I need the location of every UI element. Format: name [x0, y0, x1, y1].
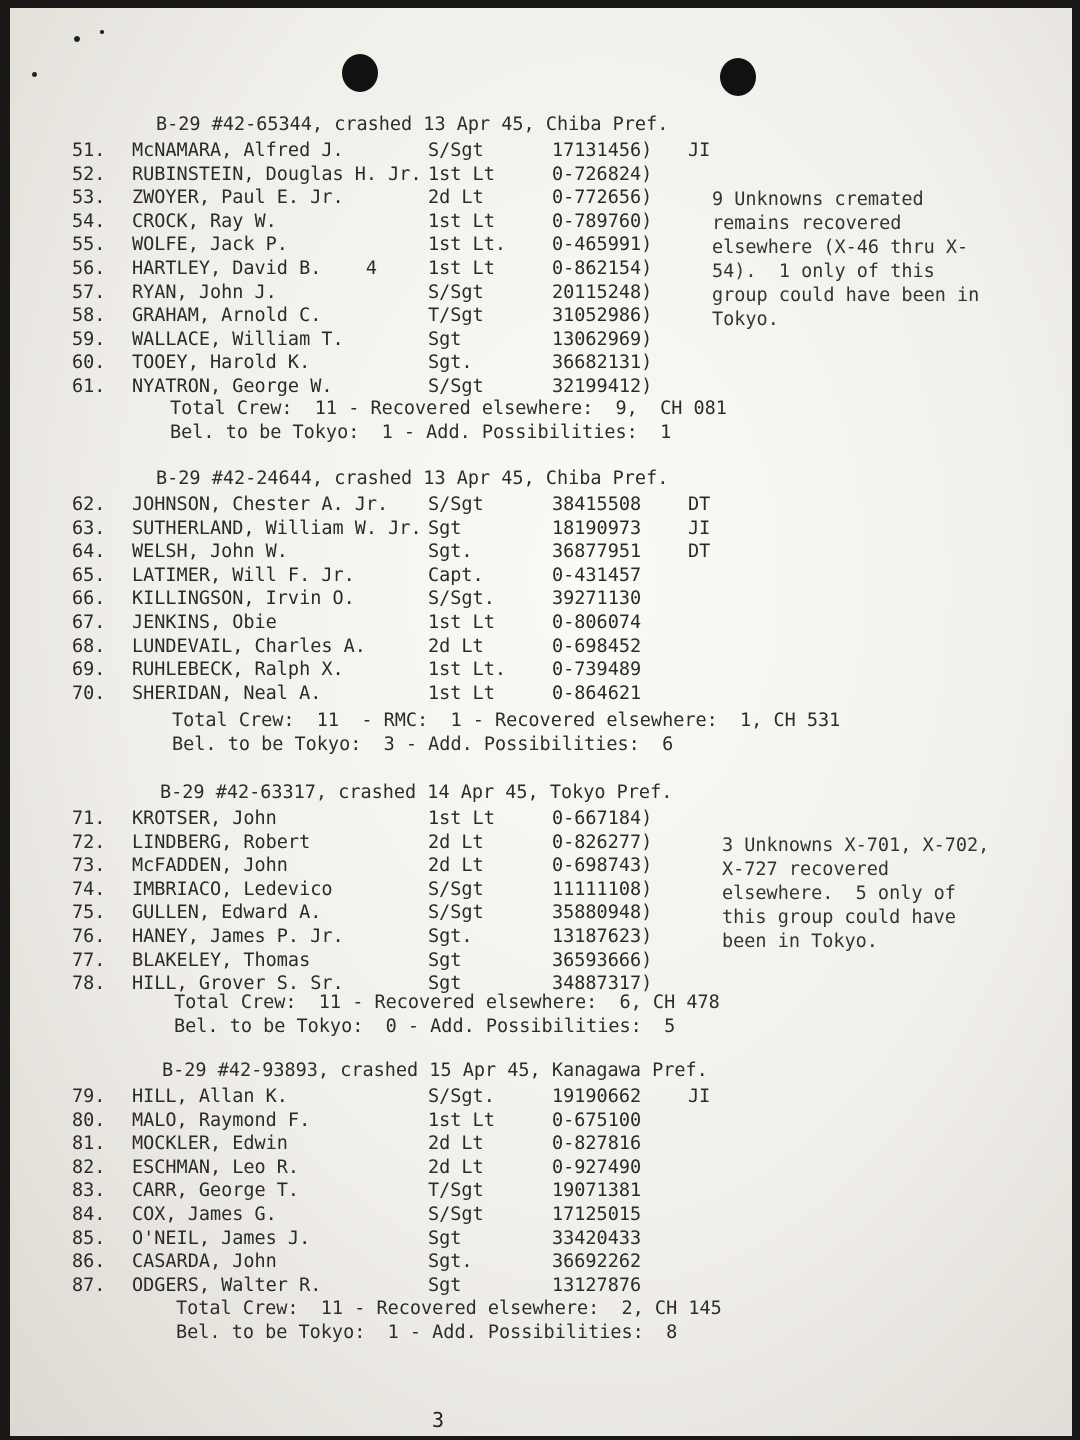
punch-hole [720, 58, 756, 96]
crew-serial: 36682131) [552, 352, 653, 374]
bel-tokyo-line: Bel. to be Tokyo: 0 - Add. Possibilities: 5 [174, 1016, 676, 1037]
crew-serial: 0-927490 [552, 1156, 642, 1178]
crew-rank: 2d Lt [428, 635, 484, 657]
crew-name: MALO, Raymond F. [132, 1109, 311, 1131]
crew-rank: 1st Lt [428, 163, 495, 185]
crew-name: GULLEN, Edward A. [132, 902, 322, 924]
crew-num: 80. [72, 1109, 106, 1131]
crew-rank: S/Sgt [428, 281, 484, 303]
document-page [10, 8, 1072, 1436]
crew-rank: 1st Lt [428, 612, 495, 633]
crew-rank: Sgt [428, 328, 462, 350]
crew-serial: 33420433 [552, 1227, 642, 1249]
crew-name: JOHNSON, Chester A. Jr. [132, 494, 389, 515]
crew-num: 62. [72, 494, 106, 515]
crew-rank: 2d Lt [428, 855, 484, 877]
crew-num: 74. [72, 878, 106, 900]
crew-num: 87. [72, 1274, 106, 1296]
crew-row [10, 541, 1072, 565]
crew-num: 54. [72, 210, 106, 232]
crew-num: 63. [72, 517, 106, 539]
crew-serial: 0-772656) [552, 187, 653, 209]
crew-name: BLAKELEY, Thomas [132, 949, 311, 971]
bel-tokyo-line: Bel. to be Tokyo: 3 - Add. Possibilities: 6 [172, 734, 674, 755]
crew-serial: 18190973 [552, 517, 642, 539]
speck [100, 30, 104, 34]
crew-serial: 11111108) [552, 878, 653, 900]
crew-name: JENKINS, Obie [132, 612, 277, 633]
crew-num: 78. [72, 973, 106, 995]
crew-serial: 36692262 [552, 1251, 642, 1273]
speck [32, 72, 37, 77]
crew-rank: Sgt [428, 1227, 462, 1249]
crew-num: 51. [72, 140, 106, 161]
crew-name: HILL, Grover S. Sr. [132, 973, 344, 995]
crew-serial: 19071381 [552, 1180, 642, 1202]
crew-row [10, 636, 1072, 660]
crew-name: RYAN, John J. [132, 281, 277, 303]
crew-row [10, 494, 1072, 518]
crew-serial: 17131456) [552, 140, 653, 161]
crew-serial: 13187623) [552, 926, 653, 947]
crew-row [10, 329, 1072, 353]
crew-name: MOCKLER, Edwin [132, 1133, 288, 1155]
crew-code: JI [688, 140, 711, 161]
crew-name: McFADDEN, John [132, 855, 288, 877]
crew-serial: 0-698452 [552, 635, 642, 657]
crew-serial: 38415508 [552, 494, 642, 515]
crew-serial: 0-806074 [552, 612, 642, 633]
crew-rank: 1st Lt [428, 258, 495, 279]
crew-num: 59. [72, 328, 106, 350]
crew-num: 79. [72, 1086, 106, 1107]
crew-serial: 13127876 [552, 1274, 642, 1296]
section-header: B-29 #42-93893, crashed 15 Apr 45, Kanagawa Pref. [162, 1060, 708, 1081]
bel-tokyo-line: Bel. to be Tokyo: 1 - Add. Possibilities: 1 [170, 422, 672, 443]
crew-name: LINDBERG, Robert [132, 831, 311, 853]
punch-hole [342, 54, 378, 92]
crew-num: 72. [72, 831, 106, 853]
crew-serial: 0-862154) [552, 258, 653, 279]
crew-row [10, 352, 1072, 376]
crew-rank: 1st Lt. [428, 234, 506, 256]
crew-num: 57. [72, 281, 106, 303]
crew-name: NYATRON, George W. [132, 376, 333, 397]
crew-num: 73. [72, 855, 106, 877]
crew-name: HILL, Allan K. [132, 1086, 288, 1107]
crew-row [10, 1133, 1072, 1157]
crew-num: 71. [72, 808, 106, 829]
crew-row [10, 565, 1072, 589]
crew-serial: 39271130 [552, 588, 642, 610]
crew-name: SUTHERLAND, William W. Jr. [132, 517, 422, 539]
crew-rank: S/Sgt [428, 376, 484, 397]
crew-rank: S/Sgt [428, 878, 484, 900]
crew-name: WELSH, John W. [132, 541, 288, 563]
crew-name: ESCHMAN, Leo R. [132, 1156, 300, 1178]
crew-name: GRAHAM, Arnold C. [132, 305, 322, 327]
crew-row [10, 376, 1072, 400]
crew-name: WALLACE, William T. [132, 328, 344, 350]
crew-name: LATIMER, Will F. Jr. [132, 564, 355, 586]
crew-serial: 0-826277) [552, 831, 653, 853]
crew-name: IMBRIACO, Ledevico [132, 878, 333, 900]
crew-num: 82. [72, 1156, 106, 1178]
crew-row [10, 1180, 1072, 1204]
crew-rank: Sgt. [428, 541, 473, 563]
crew-rank: Sgt [428, 517, 462, 539]
section-header: B-29 #42-63317, crashed 14 Apr 45, Tokyo Pref. [160, 782, 673, 803]
crew-name: WOLFE, Jack P. [132, 234, 288, 256]
crew-rank: Sgt [428, 949, 462, 971]
crew-num: 77. [72, 949, 106, 971]
total-crew-line: Total Crew: 11 - Recovered elsewhere: 9, CH 081 [170, 398, 727, 419]
total-crew-line: Total Crew: 11 - RMC: 1 - Recovered elsewhere: 1, CH 531 [172, 710, 841, 731]
total-crew-line: Total Crew: 11 - Recovered elsewhere: 2, CH 145 [176, 1298, 722, 1319]
crew-name: ODGERS, Walter R. [132, 1274, 322, 1296]
section-header: B-29 #42-65344, crashed 13 Apr 45, Chiba Pref. [156, 114, 669, 135]
crew-row [10, 588, 1072, 612]
crew-rank: 2d Lt [428, 1133, 484, 1155]
crew-rank: Sgt. [428, 926, 473, 947]
crew-num: 53. [72, 187, 106, 209]
crew-serial: 0-698743) [552, 855, 653, 877]
crew-row [10, 140, 1072, 164]
crew-num: 68. [72, 635, 106, 657]
crew-serial: 36877951 [552, 541, 642, 563]
crew-serial: 36593666) [552, 949, 653, 971]
crew-code: DT [688, 494, 711, 515]
crew-rank: T/Sgt [428, 1180, 484, 1202]
crew-num: 56. [72, 258, 106, 279]
crew-rank: T/Sgt [428, 305, 484, 327]
crew-serial: 20115248) [552, 281, 653, 303]
crew-name: HARTLEY, David B. 4 [132, 258, 378, 279]
crew-row [10, 1110, 1072, 1134]
crew-row [10, 612, 1072, 636]
crew-row [10, 1275, 1072, 1299]
crew-serial: 13062969) [552, 328, 653, 350]
crew-row [10, 1204, 1072, 1228]
crew-name: KROTSER, John [132, 808, 277, 829]
crew-rank: Capt. [428, 564, 484, 586]
crew-num: 69. [72, 659, 106, 681]
crew-rank: S/Sgt [428, 494, 484, 515]
crew-num: 81. [72, 1133, 106, 1155]
crew-serial: 0-789760) [552, 210, 653, 232]
crew-name: CROCK, Ray W. [132, 210, 277, 232]
crew-rank: Sgt. [428, 1251, 473, 1273]
crew-num: 55. [72, 234, 106, 256]
crew-rank: 2d Lt [428, 187, 484, 209]
crew-row [10, 808, 1072, 832]
crew-num: 76. [72, 926, 106, 947]
crew-num: 70. [72, 682, 106, 704]
crew-rank: 1st Lt [428, 808, 495, 829]
crew-name: TOOEY, Harold K. [132, 352, 311, 374]
crew-serial: 31052986) [552, 305, 653, 327]
crew-serial: 17125015 [552, 1204, 642, 1225]
crew-row [10, 1251, 1072, 1275]
crew-serial: 0-726824) [552, 163, 653, 185]
crew-rank: 2d Lt [428, 1156, 484, 1178]
crew-num: 52. [72, 163, 106, 185]
crew-code: JI [688, 517, 711, 539]
crew-serial: 35880948) [552, 902, 653, 924]
crew-num: 83. [72, 1180, 106, 1202]
crew-num: 85. [72, 1227, 106, 1249]
speck [74, 36, 80, 42]
crew-rank: Sgt [428, 973, 462, 995]
crew-name: SHERIDAN, Neal A. [132, 682, 322, 704]
crew-rank: S/Sgt. [428, 1086, 495, 1107]
total-crew-line: Total Crew: 11 - Recovered elsewhere: 6, CH 478 [174, 992, 720, 1013]
crew-rank: Sgt. [428, 352, 473, 374]
crew-num: 60. [72, 352, 106, 374]
crew-name: RUHLEBECK, Ralph X. [132, 659, 344, 681]
crew-code: DT [688, 541, 711, 563]
crew-rank: 2d Lt [428, 831, 484, 853]
crew-num: 66. [72, 588, 106, 610]
crew-serial: 0-864621 [552, 682, 642, 704]
crew-rank: Sgt [428, 1274, 462, 1296]
crew-num: 84. [72, 1204, 106, 1225]
crew-num: 58. [72, 305, 106, 327]
crew-serial: 34887317) [552, 973, 653, 995]
crew-name: O'NEIL, James J. [132, 1227, 311, 1249]
crew-rank: S/Sgt [428, 140, 484, 161]
crew-serial: 32199412) [552, 376, 653, 397]
crew-row [10, 1228, 1072, 1252]
crew-num: 64. [72, 541, 106, 563]
crew-name: HANEY, James P. Jr. [132, 926, 344, 947]
crew-num: 67. [72, 612, 106, 633]
crew-row [10, 1157, 1072, 1181]
crew-num: 86. [72, 1251, 106, 1273]
crew-num: 65. [72, 564, 106, 586]
page-number: 3 [432, 1408, 445, 1432]
crew-name: McNAMARA, Alfred J. [132, 140, 344, 161]
crew-name: COX, James G. [132, 1204, 277, 1225]
crew-name: LUNDEVAIL, Charles A. [132, 635, 366, 657]
crew-num: 61. [72, 376, 106, 397]
crew-rank: 1st Lt [428, 210, 495, 232]
crew-name: CARR, George T. [132, 1180, 300, 1202]
crew-serial: 0-827816 [552, 1133, 642, 1155]
crew-serial: 19190662 [552, 1086, 642, 1107]
crew-rank: 1st Lt [428, 682, 495, 704]
crew-rank: 1st Lt [428, 1109, 495, 1131]
crew-name: KILLINGSON, Irvin O. [132, 588, 355, 610]
crew-rank: S/Sgt. [428, 588, 495, 610]
crew-serial: 0-431457 [552, 564, 642, 586]
crew-name: ZWOYER, Paul E. Jr. [132, 187, 344, 209]
crew-serial: 0-675100 [552, 1109, 642, 1131]
crew-serial: 0-465991) [552, 234, 653, 256]
crew-row [10, 164, 1072, 188]
crew-row [10, 683, 1072, 707]
crew-num: 75. [72, 902, 106, 924]
crew-row [10, 1086, 1072, 1110]
section-note: 9 Unknowns cremated remains recovered elsewhere (X-46 thru X-54). 1 only of this group could have been in Tokyo. [712, 189, 991, 330]
bel-tokyo-line: Bel. to be Tokyo: 1 - Add. Possibilities: 8 [176, 1322, 678, 1343]
crew-serial: 0-739489 [552, 659, 642, 681]
crew-row [10, 659, 1072, 683]
crew-rank: S/Sgt [428, 902, 484, 924]
section-header: B-29 #42-24644, crashed 13 Apr 45, Chiba Pref. [156, 468, 669, 489]
crew-code: JI [688, 1086, 711, 1107]
crew-rank: 1st Lt. [428, 659, 506, 681]
section-note: 3 Unknowns X-701, X-702, X-727 recovered elsewhere. 5 only of this group could have been in Tokyo. [722, 835, 1001, 952]
crew-serial: 0-667184) [552, 808, 653, 829]
crew-rank: S/Sgt [428, 1204, 484, 1225]
crew-name: CASARDA, John [132, 1251, 277, 1273]
crew-name: RUBINSTEIN, Douglas H. Jr. [132, 163, 422, 185]
crew-row [10, 518, 1072, 542]
